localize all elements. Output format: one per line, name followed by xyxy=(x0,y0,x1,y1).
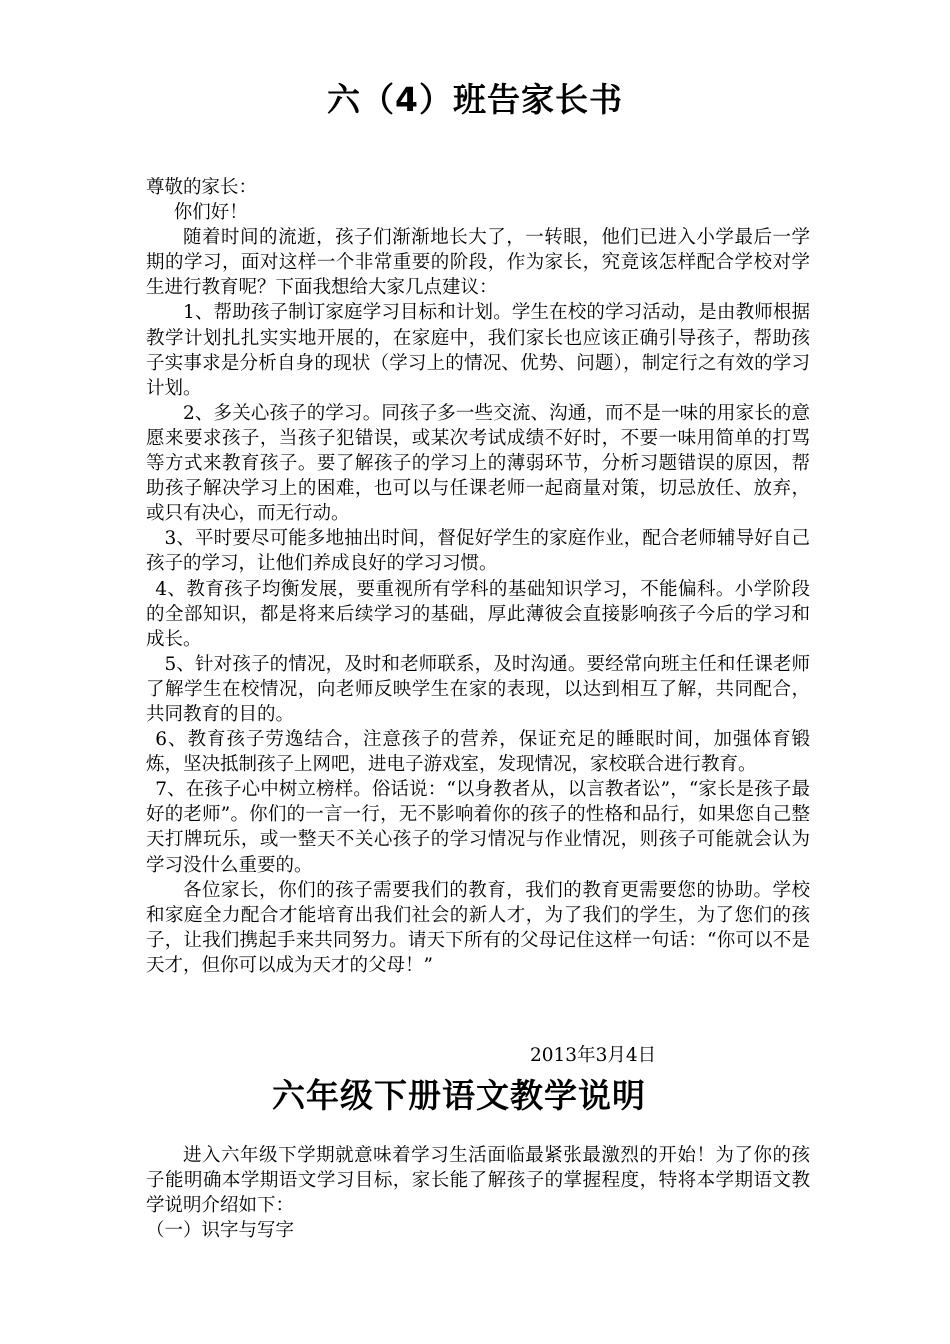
suggestion-7: 7、在孩子心中树立榜样。俗话说：“以身教者从，以言教者讼”，“家长是孩子最好的老师”。你们的一言一行，无不影响着你的孩子的性格和品行，如果您自己整天打牌玩乐，或一整天不关心孩子的学习情况与作业情况，则孩子可能就会认为学习没什么重要的。 xyxy=(146,779,810,876)
guide-section-heading: （一）识字与写字 xyxy=(146,1220,295,1242)
intro-paragraph: 随着时间的流逝，孩子们渐渐地长大了，一转眼，他们已进入小学最后一学期的学习，面对这样一个非常重要的阶段，作为家长，究竟该怎样配合学校对学生进行教育呢？下面我想给大家几点建议： xyxy=(146,227,810,299)
letter-body xyxy=(146,175,810,978)
salutation: 尊敬的家长： xyxy=(146,177,258,198)
guide-title: 六年级下册语文教学说明 xyxy=(272,1076,646,1115)
guide-intro: 进入六年级下学期就意味着学习生活面临最紧张最激烈的开始！为了你的孩子能明确本学期语文学习目标，家长能了解孩子的掌握程度，特将本学期语文教学说明介绍如下： xyxy=(146,1145,810,1217)
suggestion-3: 3、平时要尽可能多地抽出时间，督促好学生的家庭作业，配合老师辅导好自己孩子的学习，让他们养成良好的学习习惯。 xyxy=(146,528,810,575)
letter-date: 2013年3月4日 xyxy=(530,1045,657,1066)
suggestion-1: 1、帮助孩子制订家庭学习目标和计划。学生在校的学习活动，是由教师根据教学计划扎扎实实地开展的，在家庭中，我们家长也应该正确引导孩子，帮助孩子实事求是分析自身的现状（学习上的情况、优势、问题），制定行之有效的学习计划。 xyxy=(146,302,810,399)
suggestion-2: 2、多关心孩子的学习。同孩子多一些交流、沟通，而不是一味的用家长的意愿来要求孩子，当孩子犯错误，或某次考试成绩不好时，不要一味用简单的打骂等方式来教育孩子。要了解孩子的学习上的薄弱环节，分析习题错误的原因，帮助孩子解决学习上的困难，也可以与任课老师一起商量对策，切忌放任、放弃，或只有决心，而无行动。 xyxy=(146,402,810,525)
suggestion-6: 6、教育孩子劳逸结合，注意孩子的营养，保证充足的睡眠时间，加强体育锻炼，坚决抵制孩子上网吧，进电子游戏室，发现情况，家校联合进行教育。 xyxy=(146,729,810,776)
closing-paragraph: 各位家长，你们的孩子需要我们的教育，我们的教育更需要您的协助。学校和家庭全力配合才能培育出我们社会的新人才，为了我们的学生，为了您们的孩子，让我们携起手来共同努力。请天下所有的父母记住这样一句话：“你可以不是天才，但你可以成为天才的父母！” xyxy=(146,879,810,976)
guide-body xyxy=(146,1143,810,1243)
letter-title: 六（4）班告家长书 xyxy=(327,80,623,119)
suggestion-5: 5、针对孩子的情况，及时和老师联系，及时沟通。要经常向班主任和任课老师了解学生在校情况，向老师反映学生在家的表现，以达到相互了解，共同配合，共同教育的目的。 xyxy=(146,653,810,725)
greeting: 你们好！ xyxy=(173,202,248,224)
suggestion-4: 4、教育孩子均衡发展，要重视所有学科的基础知识学习，不能偏科。小学阶段的全部知识，都是将来后续学习的基础，厚此薄彼会直接影响孩子今后的学习和成长。 xyxy=(146,578,810,650)
